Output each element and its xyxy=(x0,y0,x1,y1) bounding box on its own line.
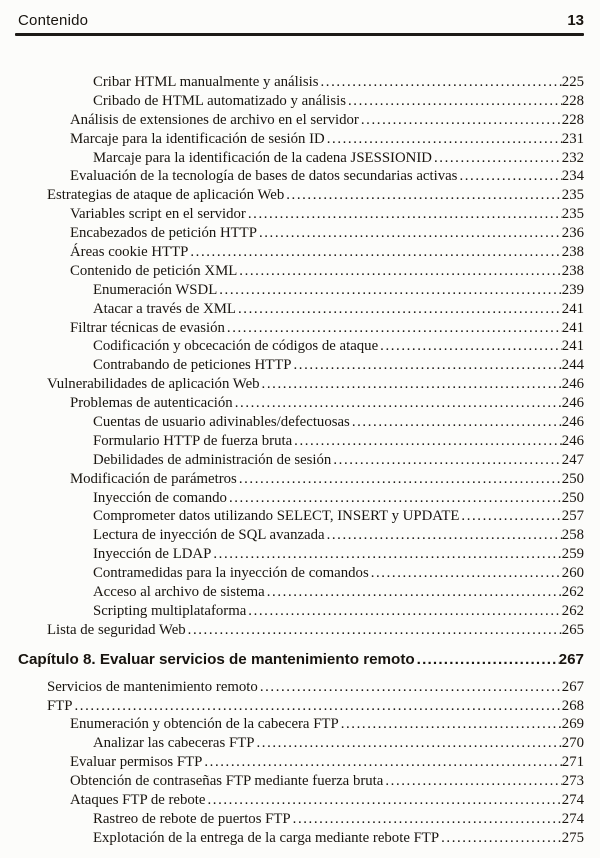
toc-entry xyxy=(15,545,584,564)
toc-entry xyxy=(15,262,584,281)
toc-entry-page: 250 xyxy=(561,470,584,487)
toc-entry-page: 241 xyxy=(561,300,584,317)
toc-entry-page: 246 xyxy=(561,376,584,393)
dot-leader xyxy=(350,413,562,432)
dot-leader xyxy=(359,111,562,130)
toc-entry-title: Inyección de comando xyxy=(93,489,227,506)
toc-entry xyxy=(15,337,584,356)
toc-entry-title: Scripting multiplataforma xyxy=(93,602,247,619)
toc-entry-title: Variables script en el servidor xyxy=(70,206,246,223)
toc-entry-page: 246 xyxy=(561,432,584,449)
toc-entry-title: Vulnerabilidades de aplicación Web xyxy=(47,376,260,393)
toc-entry-page: 273 xyxy=(561,773,584,790)
toc-entry xyxy=(15,753,584,772)
running-head xyxy=(15,12,584,30)
toc-entry-title: Marcaje para la identificación de la cadena JSESSIONID xyxy=(93,149,432,166)
toc-entry-page: 268 xyxy=(561,697,584,714)
toc-entry-title: Capítulo 8. Evaluar servicios de mantenimiento remoto xyxy=(18,650,415,668)
dot-leader xyxy=(186,621,562,640)
toc-entry xyxy=(15,319,584,338)
toc-entry-title: Servicios de mantenimiento remoto xyxy=(47,678,258,695)
dot-leader xyxy=(331,451,561,470)
toc-entry-page: 235 xyxy=(561,206,584,223)
toc-entry-page: 241 xyxy=(561,319,584,336)
dot-leader xyxy=(291,356,561,375)
toc-entry-page: 267 xyxy=(561,678,584,695)
dot-leader xyxy=(369,564,562,583)
toc-entry-title: Áreas cookie HTTP xyxy=(70,244,189,261)
dot-leader xyxy=(265,583,562,602)
toc-entry xyxy=(15,564,584,583)
toc-entry-title: Formulario HTTP de fuerza bruta xyxy=(93,432,293,449)
dot-leader xyxy=(246,602,562,621)
toc-entry-page: 274 xyxy=(561,810,584,827)
toc-entry-title: Filtrar técnicas de evasión xyxy=(70,319,225,336)
toc-list xyxy=(15,73,584,848)
dot-leader xyxy=(258,678,562,697)
toc-entry xyxy=(15,394,584,413)
dot-leader xyxy=(378,337,562,356)
toc-entry-page: 228 xyxy=(561,111,584,128)
dot-leader xyxy=(459,507,561,526)
toc-entry xyxy=(15,281,584,300)
dot-leader xyxy=(73,697,562,716)
toc-entry-title: Cuentas de usuario adivinables/defectuosas xyxy=(93,414,350,431)
toc-entry-page: 267 xyxy=(558,650,584,668)
toc-entry-title: Problemas de autenticación xyxy=(70,395,233,412)
dot-leader xyxy=(237,470,562,489)
toc-entry xyxy=(15,149,584,168)
toc-entry-page: 247 xyxy=(561,451,584,468)
toc-entry xyxy=(15,772,584,791)
toc-entry-title: Enumeración y obtención de la cabecera FTP xyxy=(70,716,339,733)
toc-entry-page: 225 xyxy=(561,74,584,90)
toc-entry-title: FTP xyxy=(47,697,73,714)
dot-leader xyxy=(439,829,562,848)
toc-entry-title: Marcaje para la identificación de sesión ID xyxy=(70,130,325,147)
dot-leader xyxy=(292,432,562,451)
toc-entry-title: Evaluar permisos FTP xyxy=(70,754,203,771)
toc-entry-title: Comprometer datos utilizando SELECT, INSERT y UPDATE xyxy=(93,508,460,525)
toc-entry xyxy=(15,526,584,545)
dot-leader xyxy=(246,205,562,224)
toc-entry-page: 241 xyxy=(561,338,584,355)
dot-leader xyxy=(260,375,562,394)
toc-entry-title: Debilidades de administración de sesión xyxy=(93,451,332,468)
toc-entry-page: 262 xyxy=(561,584,584,601)
toc-entry-page: 250 xyxy=(561,489,584,506)
running-head-title: Contenido xyxy=(18,12,89,29)
toc-entry-page: 232 xyxy=(561,149,584,166)
dot-leader xyxy=(205,791,561,810)
dot-leader xyxy=(284,186,562,205)
toc-entry xyxy=(15,432,584,451)
toc-entry xyxy=(15,602,584,621)
toc-entry-page: 235 xyxy=(561,187,584,204)
toc-entry-page: 231 xyxy=(561,130,584,147)
toc-entry xyxy=(15,224,584,243)
toc-entry xyxy=(15,300,584,319)
toc-entry-page: 236 xyxy=(561,225,584,242)
dot-leader xyxy=(227,489,562,508)
toc-entry xyxy=(15,621,584,640)
dot-leader xyxy=(432,149,562,168)
toc-entry-title: Contramedidas para la inyección de comandos xyxy=(93,565,369,582)
toc-entry-title: Enumeración WSDL xyxy=(93,281,218,298)
toc-entry xyxy=(15,130,584,149)
toc-entry-page: 260 xyxy=(561,565,584,582)
toc-entry xyxy=(15,205,584,224)
toc-entry-page: 244 xyxy=(561,357,584,374)
toc-entry-page: 246 xyxy=(561,395,584,412)
toc-entry-title: Análisis de extensiones de archivo en el servidor xyxy=(70,111,359,128)
toc-entry-page: 270 xyxy=(561,735,584,752)
toc-entry xyxy=(15,678,584,697)
toc-entry-title: Contrabando de peticiones HTTP xyxy=(93,357,292,374)
toc-entry xyxy=(15,583,584,602)
toc-entry-page: 265 xyxy=(561,621,584,638)
dot-leader xyxy=(257,224,562,243)
toc-entry-page: 238 xyxy=(561,244,584,261)
dot-leader xyxy=(415,651,559,670)
toc-entry-title: Cribado de HTML automatizado y análisis xyxy=(93,92,346,109)
toc-entry xyxy=(15,73,584,92)
dot-leader xyxy=(325,526,562,545)
toc-entry-title: Acceso al archivo de sistema xyxy=(93,584,265,601)
toc-entry-page: 269 xyxy=(561,716,584,733)
toc-entry-page: 274 xyxy=(561,791,584,808)
toc-entry xyxy=(15,734,584,753)
dot-leader xyxy=(318,73,561,92)
toc-entry xyxy=(15,375,584,394)
toc-entry-page: 257 xyxy=(561,508,584,525)
toc-entry xyxy=(15,507,584,526)
dot-leader xyxy=(217,281,562,300)
dot-leader xyxy=(225,319,562,338)
dot-leader xyxy=(457,167,561,186)
toc-entry xyxy=(15,92,584,111)
toc-entry-title: Analizar las cabeceras FTP xyxy=(93,735,255,752)
toc-entry-page: 238 xyxy=(561,262,584,279)
toc-entry-title: Ataques FTP de rebote xyxy=(70,791,206,808)
toc-entry-page: 275 xyxy=(561,829,584,846)
toc-entry-page: 262 xyxy=(561,602,584,619)
dot-leader xyxy=(383,772,561,791)
dot-leader xyxy=(211,545,561,564)
toc-entry-title: Encabezados de petición HTTP xyxy=(70,225,257,242)
toc-entry-title: Atacar a través de XML xyxy=(93,300,236,317)
toc-entry-title: Obtención de contraseñas FTP mediante fuerza bruta xyxy=(70,773,384,790)
header-rule xyxy=(15,33,584,36)
toc-entry xyxy=(15,167,584,186)
toc-entry-page: 239 xyxy=(561,281,584,298)
toc-entry-title: Estrategias de ataque de aplicación Web xyxy=(47,187,285,204)
toc-entry-title: Modificación de parámetros xyxy=(70,470,237,487)
toc-entry xyxy=(15,356,584,375)
toc-entry-title: Inyección de LDAP xyxy=(93,546,212,563)
toc-entry xyxy=(15,489,584,508)
toc-entry xyxy=(15,810,584,829)
toc-entry xyxy=(15,829,584,848)
toc-entry xyxy=(15,186,584,205)
dot-leader xyxy=(325,130,562,149)
toc-entry-page: 271 xyxy=(561,754,584,771)
toc-entry xyxy=(15,697,584,716)
toc-chapter-entry xyxy=(15,651,584,670)
toc-entry xyxy=(15,243,584,262)
dot-leader xyxy=(236,300,562,319)
toc-entry-page: 258 xyxy=(561,527,584,544)
dot-leader xyxy=(233,394,562,413)
toc-entry-page: 259 xyxy=(561,546,584,563)
dot-leader xyxy=(254,734,561,753)
toc-entry-title: Contenido de petición XML xyxy=(70,262,238,279)
toc-entry-title: Rastreo de rebote de puertos FTP xyxy=(93,810,291,827)
toc-entry-title: Cribar HTML manualmente y análisis xyxy=(93,74,319,90)
toc-entry xyxy=(15,715,584,734)
toc-entry-title: Codificación y obcecación de códigos de ataque xyxy=(93,338,379,355)
dot-leader xyxy=(339,715,562,734)
dot-leader xyxy=(237,262,562,281)
dot-leader xyxy=(188,243,561,262)
toc-entry-title: Lectura de inyección de SQL avanzada xyxy=(93,527,325,544)
dot-leader xyxy=(346,92,562,111)
toc-entry xyxy=(15,791,584,810)
toc-entry-title: Explotación de la entrega de la carga mediante rebote FTP xyxy=(93,829,440,846)
toc-entry xyxy=(15,451,584,470)
toc-entry xyxy=(15,111,584,130)
toc-entry-page: 246 xyxy=(561,414,584,431)
toc-entry-title: Evaluación de la tecnología de bases de datos secundarias activas xyxy=(70,168,458,185)
page-number: 13 xyxy=(567,12,584,29)
toc-entry-page: 234 xyxy=(561,168,584,185)
toc-entry-title: Lista de seguridad Web xyxy=(47,621,186,638)
dot-leader xyxy=(291,810,562,829)
toc-entry xyxy=(15,413,584,432)
toc-entry xyxy=(15,470,584,489)
dot-leader xyxy=(202,753,561,772)
toc-entry-page: 228 xyxy=(561,92,584,109)
